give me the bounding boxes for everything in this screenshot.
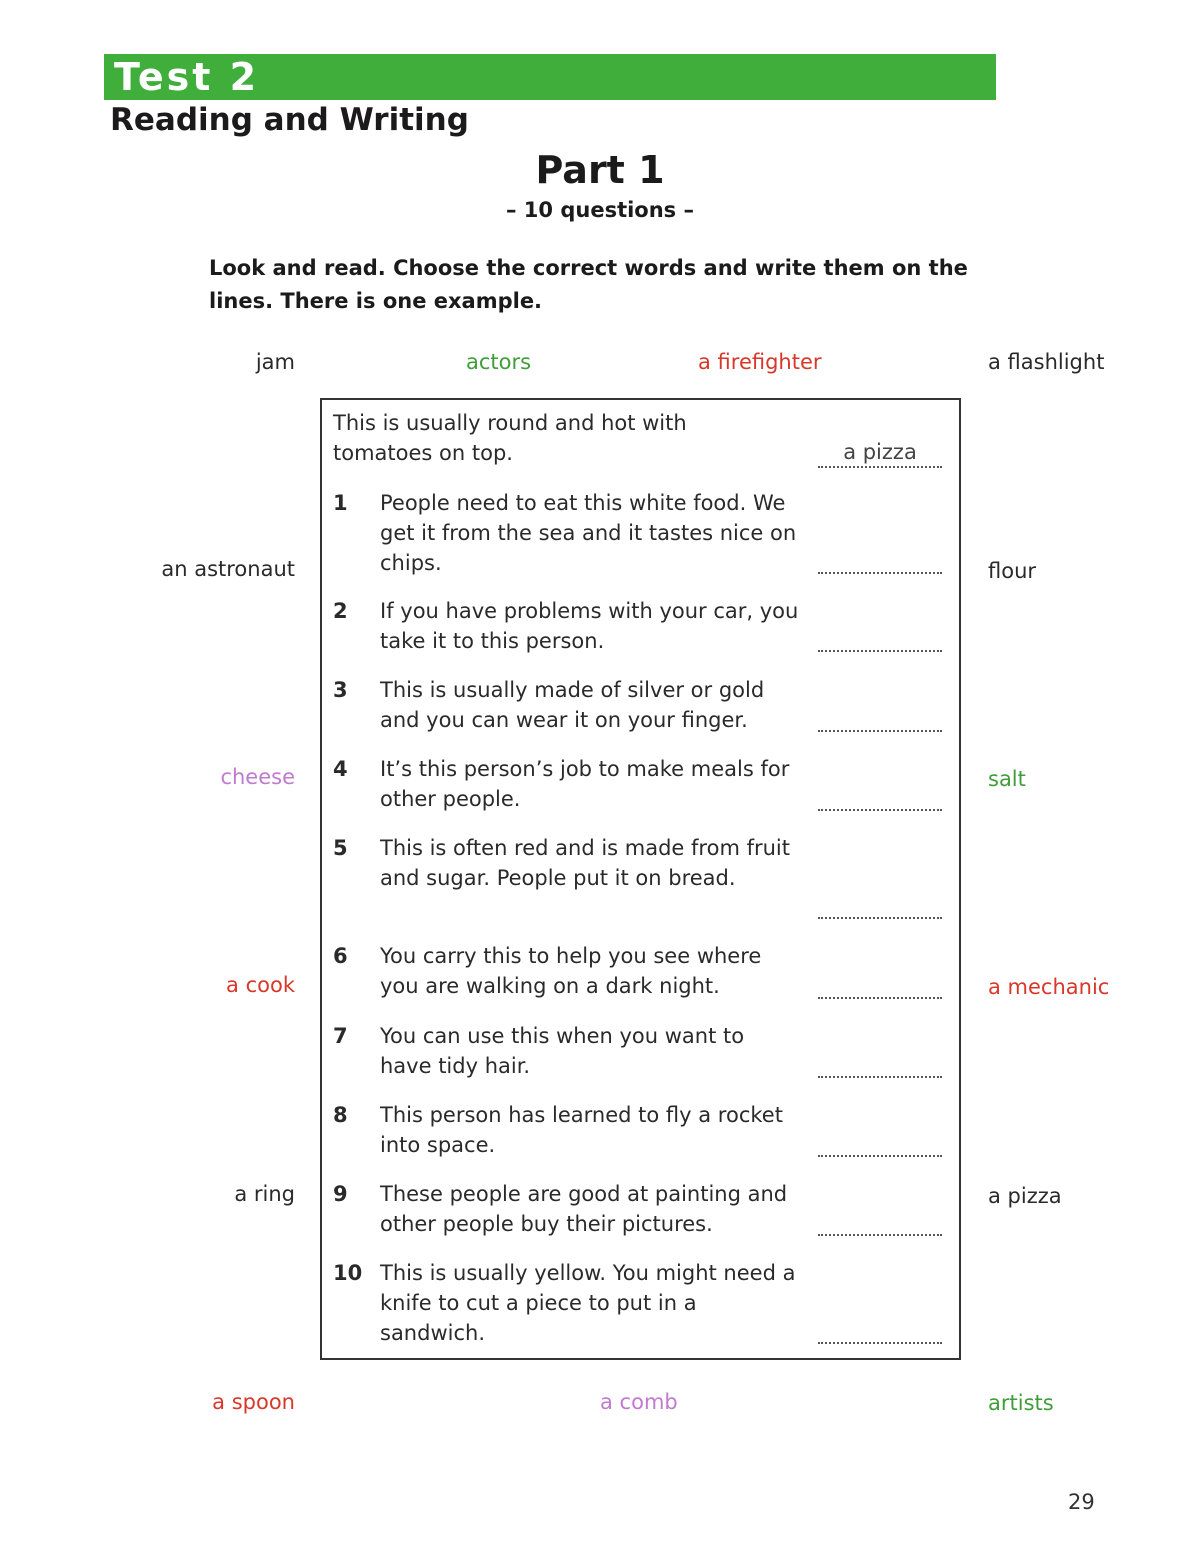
word-spoon: a spoon [212,1390,295,1414]
word-ring: a ring [234,1182,295,1206]
answer-line-7[interactable] [818,1074,942,1078]
question-text: This is usually made of silver or gold and you can wear it on your finger. [380,678,765,732]
page-number: 29 [1068,1490,1095,1514]
question-text: You carry this to help you see where you are walking on a dark night. [380,944,762,998]
word-astronaut: an astronaut [161,557,295,581]
question-text: These people are good at painting and other people buy their pictures. [380,1182,788,1236]
question-text: You can use this when you want to have tidy hair. [380,1024,745,1078]
word-salt: salt [988,767,1026,791]
part-question-count: – 10 questions – [506,198,694,222]
answer-line-9[interactable] [818,1232,942,1236]
question-number: 3 [333,678,348,702]
word-flour: flour [988,559,1037,583]
answer-line-4[interactable] [818,807,942,811]
word-pizza: a pizza [988,1184,1062,1208]
question-number: 4 [333,757,348,781]
question-text: This is often red and is made from fruit and sugar. People put it on bread. [380,836,790,890]
word-cheese: cheese [220,765,295,789]
instructions: Look and read. Choose the correct words and write them on the lines. There is one example. [209,256,968,313]
example-text: This is usually round and hot with tomatoes on top. [333,411,687,465]
example-answer: a pizza [818,438,942,468]
answer-line-2[interactable] [818,648,942,652]
word-comb: a comb [600,1390,678,1414]
word-cook: a cook [226,973,295,997]
word-actors: actors [466,350,532,374]
question-text: It’s this person’s job to make meals for other people. [380,757,790,811]
question-number: 1 [333,491,348,515]
answer-line-5[interactable] [818,915,942,919]
answer-line-6[interactable] [818,995,942,999]
word-flashlight: a flashlight [988,350,1105,374]
word-artists: artists [988,1391,1054,1415]
question-number: 8 [333,1103,348,1127]
question-text: This person has learned to fly a rocket into space. [380,1103,783,1157]
question-text: People need to eat this white food. We get it from the sea and it tastes nice on chips. [380,491,797,575]
question-number: 7 [333,1024,348,1048]
answer-line-3[interactable] [818,728,942,732]
word-firefighter: a firefighter [698,350,822,374]
question-number: 5 [333,836,348,860]
question-number: 9 [333,1182,348,1206]
word-jam: jam [255,350,295,374]
question-number: 2 [333,599,348,623]
answer-line-10[interactable] [818,1340,942,1344]
section-subtitle: Reading and Writing [110,102,469,138]
question-number: 10 [333,1261,363,1285]
question-text: This is usually yellow. You might need a knife to cut a piece to put in a sandwich. [380,1261,796,1345]
word-mechanic: a mechanic [988,975,1110,999]
question-text: If you have problems with your car, you take it to this person. [380,599,799,653]
part-title: Part 1 [535,148,665,192]
answer-line-8[interactable] [818,1153,942,1157]
test-title: Test 2 [114,55,260,99]
answer-line-1[interactable] [818,570,942,574]
question-number: 6 [333,944,348,968]
